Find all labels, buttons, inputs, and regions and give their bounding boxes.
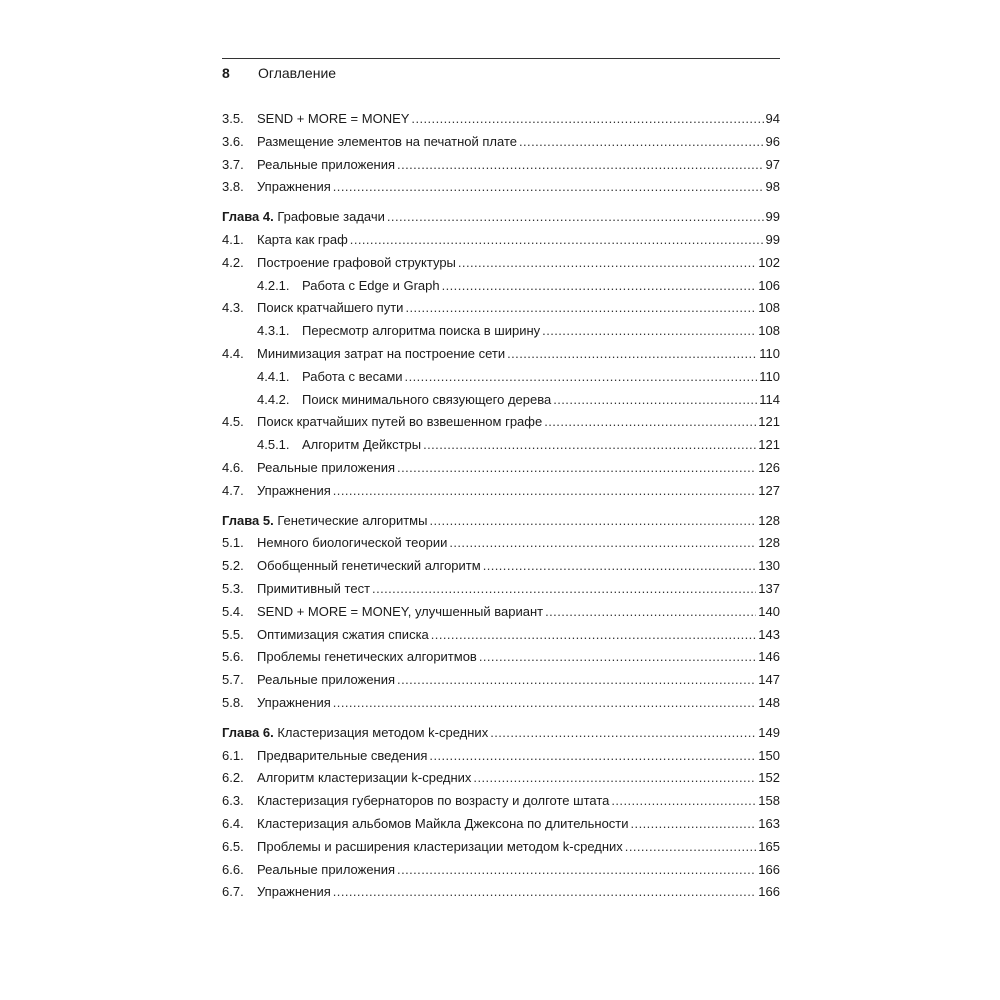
page-ref: 128	[758, 535, 780, 551]
section-number: 5.6.	[222, 649, 244, 665]
toc-section-row[interactable]	[222, 624, 780, 647]
toc-section-row[interactable]	[222, 229, 780, 252]
section-number: 6.2.	[222, 770, 244, 786]
section-number: 4.7.	[222, 482, 244, 498]
toc-group	[222, 206, 780, 502]
dot-leader	[507, 343, 757, 366]
section-title: Проблемы генетических алгоритмов	[257, 649, 477, 665]
dot-leader	[631, 813, 757, 836]
toc-subsection-row[interactable]	[222, 275, 780, 298]
page-header	[222, 58, 780, 87]
section-number: 6.5.	[222, 838, 244, 854]
toc-section-row[interactable]	[222, 131, 780, 154]
page-ref: 143	[758, 626, 780, 642]
section-title: Обобщенный генетический алгоритм	[257, 558, 481, 574]
page-ref: 130	[758, 558, 780, 574]
toc-group	[222, 510, 780, 715]
page-ref: 147	[758, 672, 780, 688]
toc-subsection-row[interactable]	[222, 434, 780, 457]
toc-section-row[interactable]	[222, 108, 780, 131]
toc-section-row[interactable]	[222, 601, 780, 624]
page-ref: 165	[758, 838, 780, 854]
chapter-label: Глава 4.	[222, 209, 274, 225]
section-number: 6.1.	[222, 747, 244, 763]
page-ref: 126	[758, 459, 780, 475]
page-ref: 150	[758, 747, 780, 763]
dot-leader	[429, 510, 756, 533]
page-ref: 158	[758, 793, 780, 809]
section-number: 5.8.	[222, 694, 244, 710]
toc-section-row[interactable]	[222, 297, 780, 320]
section-title: Алгоритм Дейкстры	[302, 437, 422, 453]
dot-leader	[387, 206, 764, 229]
section-title: Реальные приложения	[257, 861, 396, 877]
page-ref: 102	[758, 254, 780, 270]
toc-chapter-row[interactable]	[222, 206, 780, 229]
toc-section-row[interactable]	[222, 411, 780, 434]
section-title: Упражнения	[257, 482, 331, 498]
toc-section-row[interactable]	[222, 881, 780, 904]
page-ref: 94	[765, 111, 780, 126]
dot-leader	[542, 320, 756, 343]
dot-leader	[397, 457, 756, 480]
section-title: Оптимизация сжатия списка	[257, 626, 429, 642]
toc-section-row[interactable]	[222, 532, 780, 555]
dot-leader	[423, 434, 756, 457]
section-number: 6.4.	[222, 815, 244, 831]
section-number: 5.5.	[222, 626, 244, 642]
section-number: 4.5.	[222, 414, 244, 430]
section-title: Работа с Edge и Graph	[302, 277, 440, 293]
toc-section-row[interactable]	[222, 252, 780, 275]
section-number: 6.7.	[222, 884, 244, 900]
dot-leader	[333, 480, 757, 503]
page-ref: 146	[758, 649, 780, 665]
page-ref: 114	[759, 391, 780, 407]
dot-leader	[411, 108, 763, 131]
section-title: Поиск минимального связующего дерева	[302, 391, 552, 407]
page-ref: 98	[765, 179, 780, 195]
section-title: Пересмотр алгоритма поиска в ширину	[302, 323, 541, 339]
page-ref: 108	[758, 300, 780, 316]
toc-chapter-row[interactable]	[222, 510, 780, 533]
page-ref: 166	[758, 884, 780, 900]
section-number: 4.1.	[222, 231, 244, 247]
toc-section-row[interactable]	[222, 578, 780, 601]
section-number: 5.2.	[222, 558, 244, 574]
section-number: 6.6.	[222, 861, 244, 877]
dot-leader	[333, 176, 764, 199]
dot-leader	[545, 601, 756, 624]
section-title: Минимизация затрат на построение сети	[257, 345, 506, 361]
dot-leader	[431, 624, 757, 647]
dot-leader	[473, 767, 756, 790]
section-title: Реальные приложения	[257, 672, 396, 688]
section-number: 4.2.1.	[257, 277, 290, 293]
dot-leader	[333, 881, 757, 904]
toc-section-row[interactable]	[222, 745, 780, 768]
section-title: Кластеризация губернаторов по возрасту и долготе штата	[257, 793, 610, 809]
toc-group	[222, 722, 780, 904]
section-title: Алгоритм кластеризации k-средних	[257, 770, 472, 786]
dot-leader	[397, 154, 763, 177]
dot-leader	[405, 366, 758, 389]
toc-section-row[interactable]	[222, 457, 780, 480]
section-title: Поиск кратчайшего пути	[257, 300, 404, 316]
section-title: Карта как граф	[257, 231, 348, 247]
section-title: Поиск кратчайших путей во взвешенном графе	[257, 414, 543, 430]
chapter-title-text: Кластеризация методом k-средних	[277, 724, 489, 740]
toc-chapter-row[interactable]	[222, 722, 780, 745]
page-ref: 110	[759, 368, 780, 384]
toc-section-row[interactable]	[222, 646, 780, 669]
dot-leader	[625, 836, 757, 859]
dot-leader	[611, 790, 756, 813]
page-ref: 99	[765, 231, 780, 247]
table-of-contents	[222, 108, 780, 904]
section-number: 4.2.	[222, 254, 244, 270]
dot-leader	[490, 722, 756, 745]
page-ref: 121	[758, 414, 780, 430]
section-number: 4.5.1.	[257, 437, 290, 453]
section-title: Построение графовой структуры	[257, 254, 456, 270]
section-number: 6.3.	[222, 793, 244, 809]
section-title: Немного биологической теории	[257, 535, 448, 551]
dot-leader	[333, 692, 757, 715]
chapter-title-text: Генетические алгоритмы	[277, 512, 428, 528]
page-ref: 152	[758, 770, 780, 786]
toc-section-row[interactable]	[222, 154, 780, 177]
section-number: 4.4.2.	[257, 391, 290, 407]
running-title: Оглавление	[258, 65, 337, 81]
toc-subsection-row[interactable]	[222, 320, 780, 343]
toc-group	[222, 108, 780, 199]
chapter-label: Глава 5.	[222, 512, 274, 528]
dot-leader	[483, 555, 757, 578]
section-title: Упражнения	[257, 694, 331, 710]
section-number: 3.8.	[222, 179, 244, 195]
dot-leader	[372, 578, 756, 601]
section-number: 4.3.	[222, 300, 244, 316]
section-number: 5.3.	[222, 580, 244, 596]
section-title: Упражнения	[257, 884, 331, 900]
page-ref: 128	[758, 512, 780, 528]
dot-leader	[544, 411, 756, 434]
section-number: 4.4.	[222, 345, 244, 361]
toc-section-row[interactable]	[222, 790, 780, 813]
page-ref: 137	[758, 580, 780, 596]
page-ref: 97	[765, 156, 780, 172]
dot-leader	[519, 131, 764, 154]
page-ref: 140	[758, 603, 780, 619]
section-title: Размещение элементов на печатной плате	[257, 133, 517, 149]
dot-leader	[479, 646, 756, 669]
section-title: Кластеризация альбомов Майкла Джексона по длительности	[257, 815, 629, 831]
chapter-title	[222, 510, 427, 533]
section-number: 5.1.	[222, 535, 244, 551]
dot-leader	[449, 532, 756, 555]
page-ref: 121	[758, 437, 780, 453]
page-ref: 127	[758, 482, 780, 498]
section-number: 5.4.	[222, 603, 244, 619]
toc-section-row[interactable]	[222, 176, 780, 199]
page-ref: 106	[758, 277, 780, 293]
toc-section-row[interactable]	[222, 813, 780, 836]
chapter-title-text: Графовые задачи	[277, 209, 385, 225]
dot-leader	[405, 297, 756, 320]
dot-leader	[397, 859, 756, 882]
book-page	[222, 58, 780, 904]
section-title: SEND + MORE = MONEY, улучшенный вариант	[257, 603, 544, 619]
page-ref: 166	[758, 861, 780, 877]
chapter-title	[222, 722, 488, 745]
section-number: 4.4.1.	[257, 368, 290, 384]
page-ref: 108	[758, 323, 780, 339]
page-ref: 149	[758, 724, 780, 740]
dot-leader	[429, 745, 756, 768]
toc-section-row[interactable]	[222, 692, 780, 715]
dot-leader	[442, 275, 757, 298]
section-title: Примитивный тест	[257, 580, 371, 596]
chapter-title	[222, 206, 385, 229]
section-number: 3.5.	[222, 111, 244, 126]
toc-section-row[interactable]	[222, 555, 780, 578]
toc-section-row[interactable]	[222, 669, 780, 692]
section-title: Предварительные сведения	[257, 747, 428, 763]
page-ref: 148	[758, 694, 780, 710]
page-ref: 99	[765, 209, 780, 225]
section-title: SEND + MORE = MONEY	[257, 111, 410, 126]
toc-section-row[interactable]	[222, 480, 780, 503]
dot-leader	[553, 389, 757, 412]
section-title: Работа с весами	[302, 368, 403, 384]
page-ref: 110	[759, 345, 780, 361]
dot-leader	[397, 669, 756, 692]
section-number: 4.3.1.	[257, 323, 290, 339]
section-title: Реальные приложения	[257, 459, 396, 475]
toc-section-row[interactable]	[222, 859, 780, 882]
section-number: 3.6.	[222, 133, 244, 149]
section-title: Реальные приложения	[257, 156, 396, 172]
toc-subsection-row[interactable]	[222, 389, 780, 412]
page-number: 8	[222, 65, 230, 81]
dot-leader	[350, 229, 764, 252]
toc-subsection-row[interactable]	[222, 366, 780, 389]
chapter-label: Глава 6.	[222, 724, 274, 740]
toc-section-row[interactable]	[222, 767, 780, 790]
toc-section-row[interactable]	[222, 836, 780, 859]
section-title: Проблемы и расширения кластеризации методом k-средних	[257, 838, 623, 854]
toc-section-row[interactable]	[222, 343, 780, 366]
dot-leader	[458, 252, 756, 275]
section-number: 3.7.	[222, 156, 244, 172]
section-number: 4.6.	[222, 459, 244, 475]
section-title: Упражнения	[257, 179, 331, 195]
page-ref: 96	[765, 133, 780, 149]
section-number: 5.7.	[222, 672, 244, 688]
page-ref: 163	[758, 815, 780, 831]
